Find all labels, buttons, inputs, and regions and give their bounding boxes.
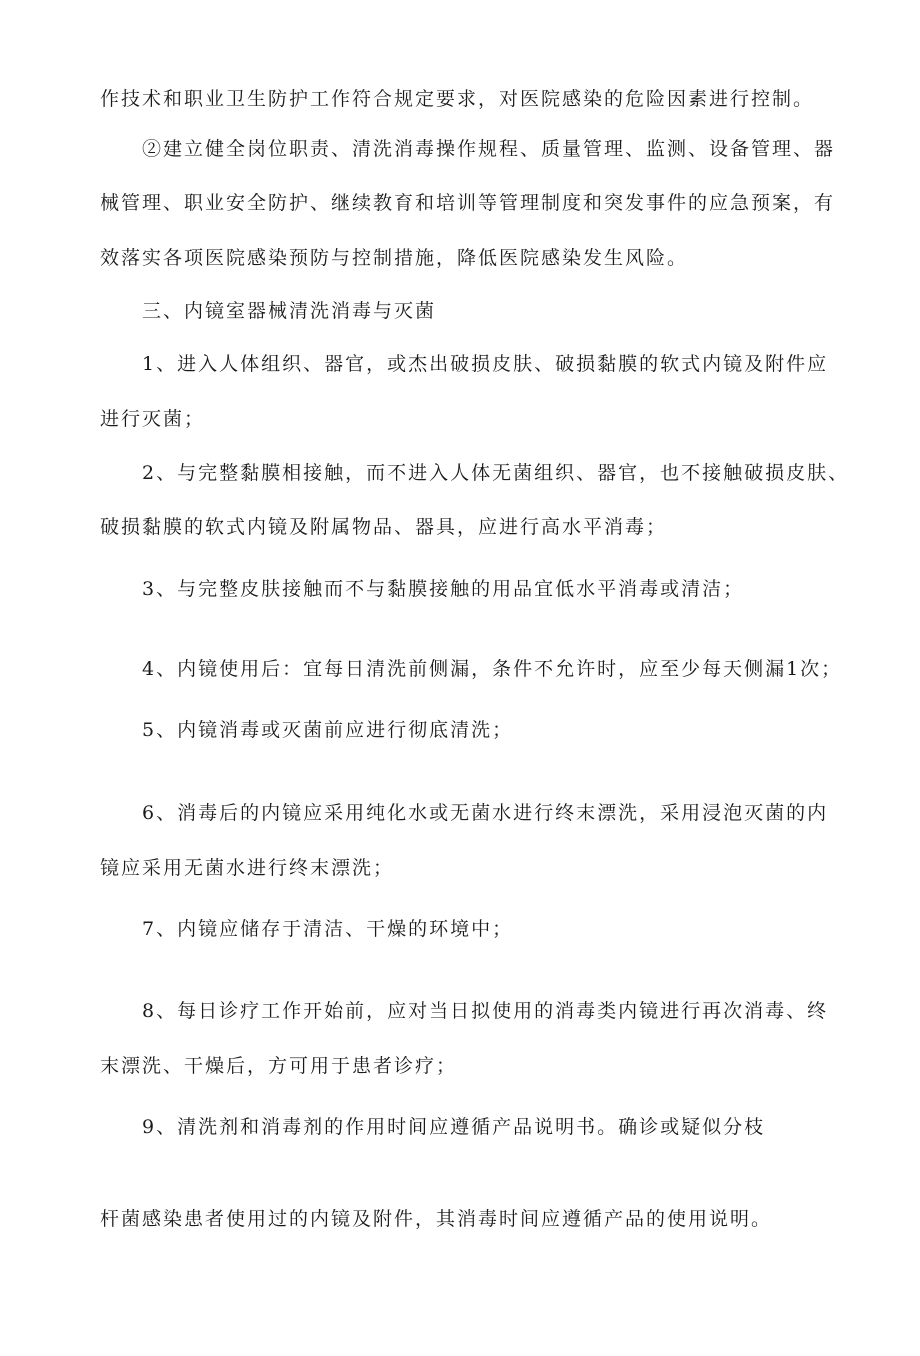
text-line: 杆菌感染患者使用过的内镜及附件，其消毒时间应遵循产品的使用说明。: [100, 1208, 773, 1230]
text-line: 末漂洗、干燥后，方可用于患者诊疗；: [100, 1055, 458, 1077]
text-line: 进行灭菌；: [100, 408, 206, 430]
text-line: 4、内镜使用后：宜每日清洗前侧漏，条件不允许时，应至少每天侧漏1次；: [142, 658, 843, 680]
text-line: 3、与完整皮肤接触而不与黏膜接触的用品宜低水平消毒或清洁；: [142, 578, 745, 600]
text-line: 效落实各项医院感染预防与控制措施，降低医院感染发生风险。: [100, 247, 689, 269]
text-line: 9、清洗剂和消毒剂的作用时间应遵循产品说明书。确诊或疑似分枝: [142, 1116, 766, 1138]
text-line: 作技术和职业卫生防护工作符合规定要求，对医院感染的危险因素进行控制。: [100, 88, 815, 110]
text-line: ②建立健全岗位职责、清洗消毒操作规程、质量管理、监测、设备管理、器: [142, 138, 836, 160]
text-line: 械管理、职业安全防护、继续教育和培训等管理制度和突发事件的应急预案，有: [100, 192, 836, 214]
text-line: 破损黏膜的软式内镜及附属物品、器具，应进行高水平消毒；: [100, 516, 668, 538]
text-line: 2、与完整黏膜相接触，而不进入人体无菌组织、器官，也不接触破损皮肤、: [142, 462, 850, 484]
text-line: 5、内镜消毒或灭菌前应进行彻底清洗；: [142, 719, 514, 741]
text-line: 镜应采用无菌水进行终末漂洗；: [100, 857, 395, 879]
text-line: 8、每日诊疗工作开始前，应对当日拟使用的消毒类内镜进行再次消毒、终: [142, 1000, 829, 1022]
text-line: 6、消毒后的内镜应采用纯化水或无菌水进行终末漂洗，采用浸泡灭菌的内: [142, 802, 829, 824]
text-line: 7、内镜应储存于清洁、干燥的环境中；: [142, 918, 514, 940]
section-heading: 三、内镜室器械清洗消毒与灭菌: [142, 300, 437, 322]
text-line: 1、进入人体组织、器官，或杰出破损皮肤、破损黏膜的软式内镜及附件应: [142, 353, 829, 375]
